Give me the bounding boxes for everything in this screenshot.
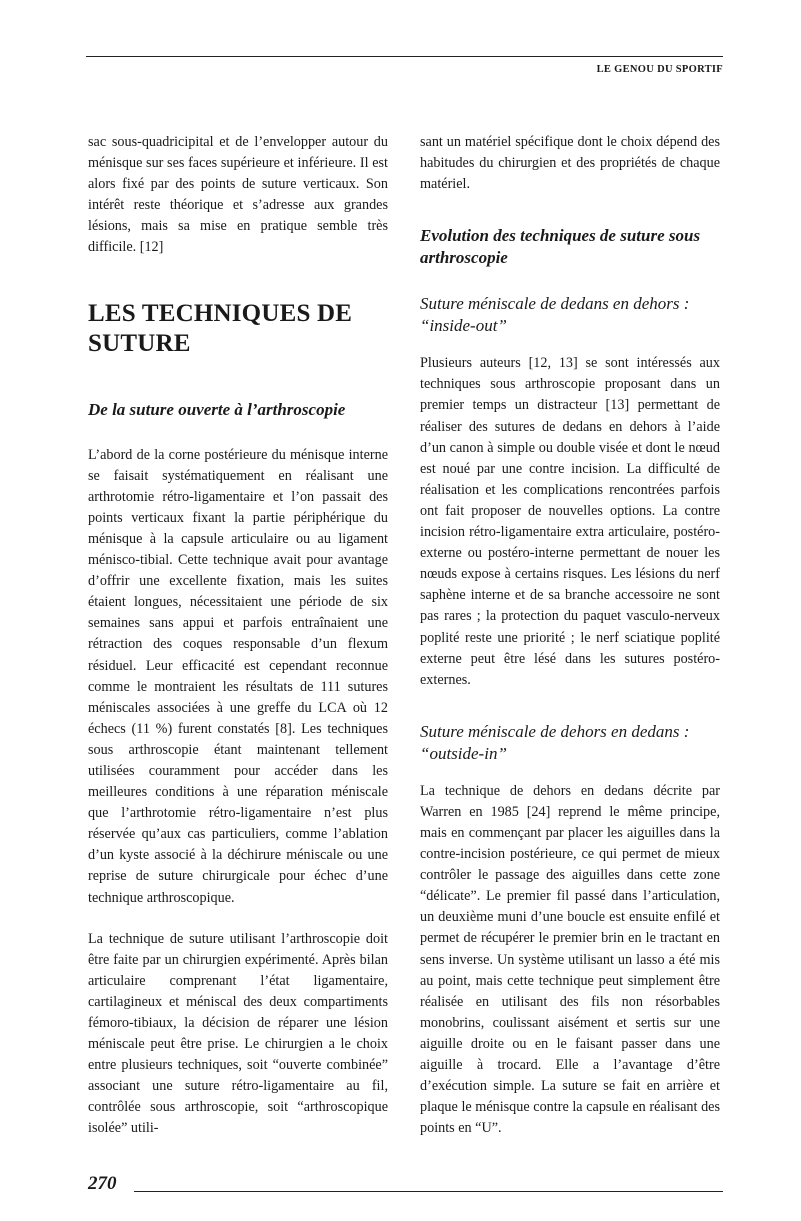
paragraph-inside-out: Plusieurs auteurs [12, 13] se sont intéressés aux techniques sous arthroscopie proposant dans un premier temps un distracteur [13] permettant de réaliser des sutures de dedans en dehors à l’aide d’un canon à simple ou double visée et dont le nœud est noué par une contre incision. La difficulté de réalisation et les complications rencontrées parfois ont fait proposer de nouvelles options. La contre incision rétro-ligamentaire extra articulaire, postéro-externe ou postéro-interne permettant de nouer les nœuds expose à certains risques. Les lésions du nerf saphène interne et de sa branche accessoire ne sont pas rares ; la protection du paquet vasculo-nerveux poplité reste une priorité ; le nerf sciatique poplité externe peut être lésé dans les sutures postéro-externes.	[420, 355, 720, 688]
paragraph-intro: sac sous-quadricipital et de l’envelopper autour du ménisque sur ses faces supérieure et inférieure. Il est alors fixé par des points de suture verticaux. Son intérêt reste théorique et s’adresse aux grandes lésions, mais sa mise en pratique semble très difficile. [12]	[88, 134, 388, 256]
subsubsection-title-outside-in: Suture méniscale de dehors en dedans : “outside-in”	[420, 721, 690, 763]
running-title: LE GENOU DU SPORTIF	[596, 64, 723, 75]
left-column	[88, 132, 388, 1140]
subsubsection-title-inside-out: Suture méniscale de dedans en dehors : “inside-out”	[420, 294, 690, 336]
paragraph-continuation: sant un matériel spécifique dont le choix dépend des habitudes du chirurgien et des propriétés de chaque matériel.	[420, 134, 720, 193]
section-title: LES TECHNIQUES DE SUTURE	[88, 299, 353, 357]
paragraph-outside-in: La technique de dehors en dedans décrite par Warren en 1985 [24] reprend le même principe, mais en commençant par placer les aiguilles dans la contre-incision postérieure, ce qui permet de mieux contrôler le passage des aiguilles dans cette zone “délicate”. Le premier fil passé dans l’articulation, un deuxième muni d’une boucle est ensuite enfilé et permet de récupérer le premier brin en le tractant en sens inverse. Un système utilisant un lasso a été mis au point, mais cette technique peut simplement être réalisée en utilisant des fils non résorbables monobrins, coulissant aisément et sertis sur une aiguille droite ou en le faisant passer dans une aiguille à trocard. Elle a l’avantage d’être d’exécution simple. La suture se fait en arrière et plaque le ménisque contre la capsule en réalisant des points en “U”.	[420, 782, 720, 1137]
paragraph-arthroscopic-suture: La technique de suture utilisant l’arthroscopie doit être faite par un chirurgien expérimenté. Après bilan articulaire comprenant l’état ligamentaire, cartilagineux et méniscal des deux compartiments fémoro-tibiaux, la décision de réparer une lésion méniscale peut être prise. Le chirurgien a le choix entre plusieurs techniques, soit “ouverte combinée” associant une suture rétro-ligamentaire au fil, contrôlée sous arthroscopie, soit “arthroscopique isolée” utili-	[88, 930, 388, 1137]
header-rule	[86, 56, 723, 57]
subsection-title-open-to-arthroscopy: De la suture ouverte à l’arthroscopie	[88, 399, 346, 419]
subsection-title-evolution: Evolution des techniques de suture sous arthroscopie	[420, 226, 701, 268]
paragraph-open-suture: L’abord de la corne postérieure du ménisque interne se faisait systématiquement en réalisant une arthrotomie rétro-ligamentaire et l’on passait des points verticaux fixant la partie périphérique du ménisque à la capsule articulaire ou au ligament ménisco-tibial. Cette technique avait pour avantage d’offrir une excellente fixation, mais les suites étaient longues, nécessitaient une période de six semaines sans appui et parfois entraînaient une rétraction des coques responsable d’un flexum résiduel. Leur efficacité est cependant reconnue comme le montraient les résultats de 111 sutures méniscales associées à une greffe du LCA où 12 échecs (11 %) furent constatés [8]. Les techniques sous arthroscopie étant maintenant tellement utilisées couramment pour accéder dans les meilleures conditions à une réparation méniscale que l’arthrotomie rétro-ligamentaire n’est plus réservée qu’aux cas particuliers, comme l’ablation d’un kyste associé à la déchirure méniscale ou une reprise de suture chirurgicale pour échec d’une technique arthroscopique.	[88, 446, 388, 906]
footer-rule	[134, 1191, 723, 1192]
right-column	[420, 132, 720, 1139]
page-number: 270	[88, 1173, 117, 1194]
